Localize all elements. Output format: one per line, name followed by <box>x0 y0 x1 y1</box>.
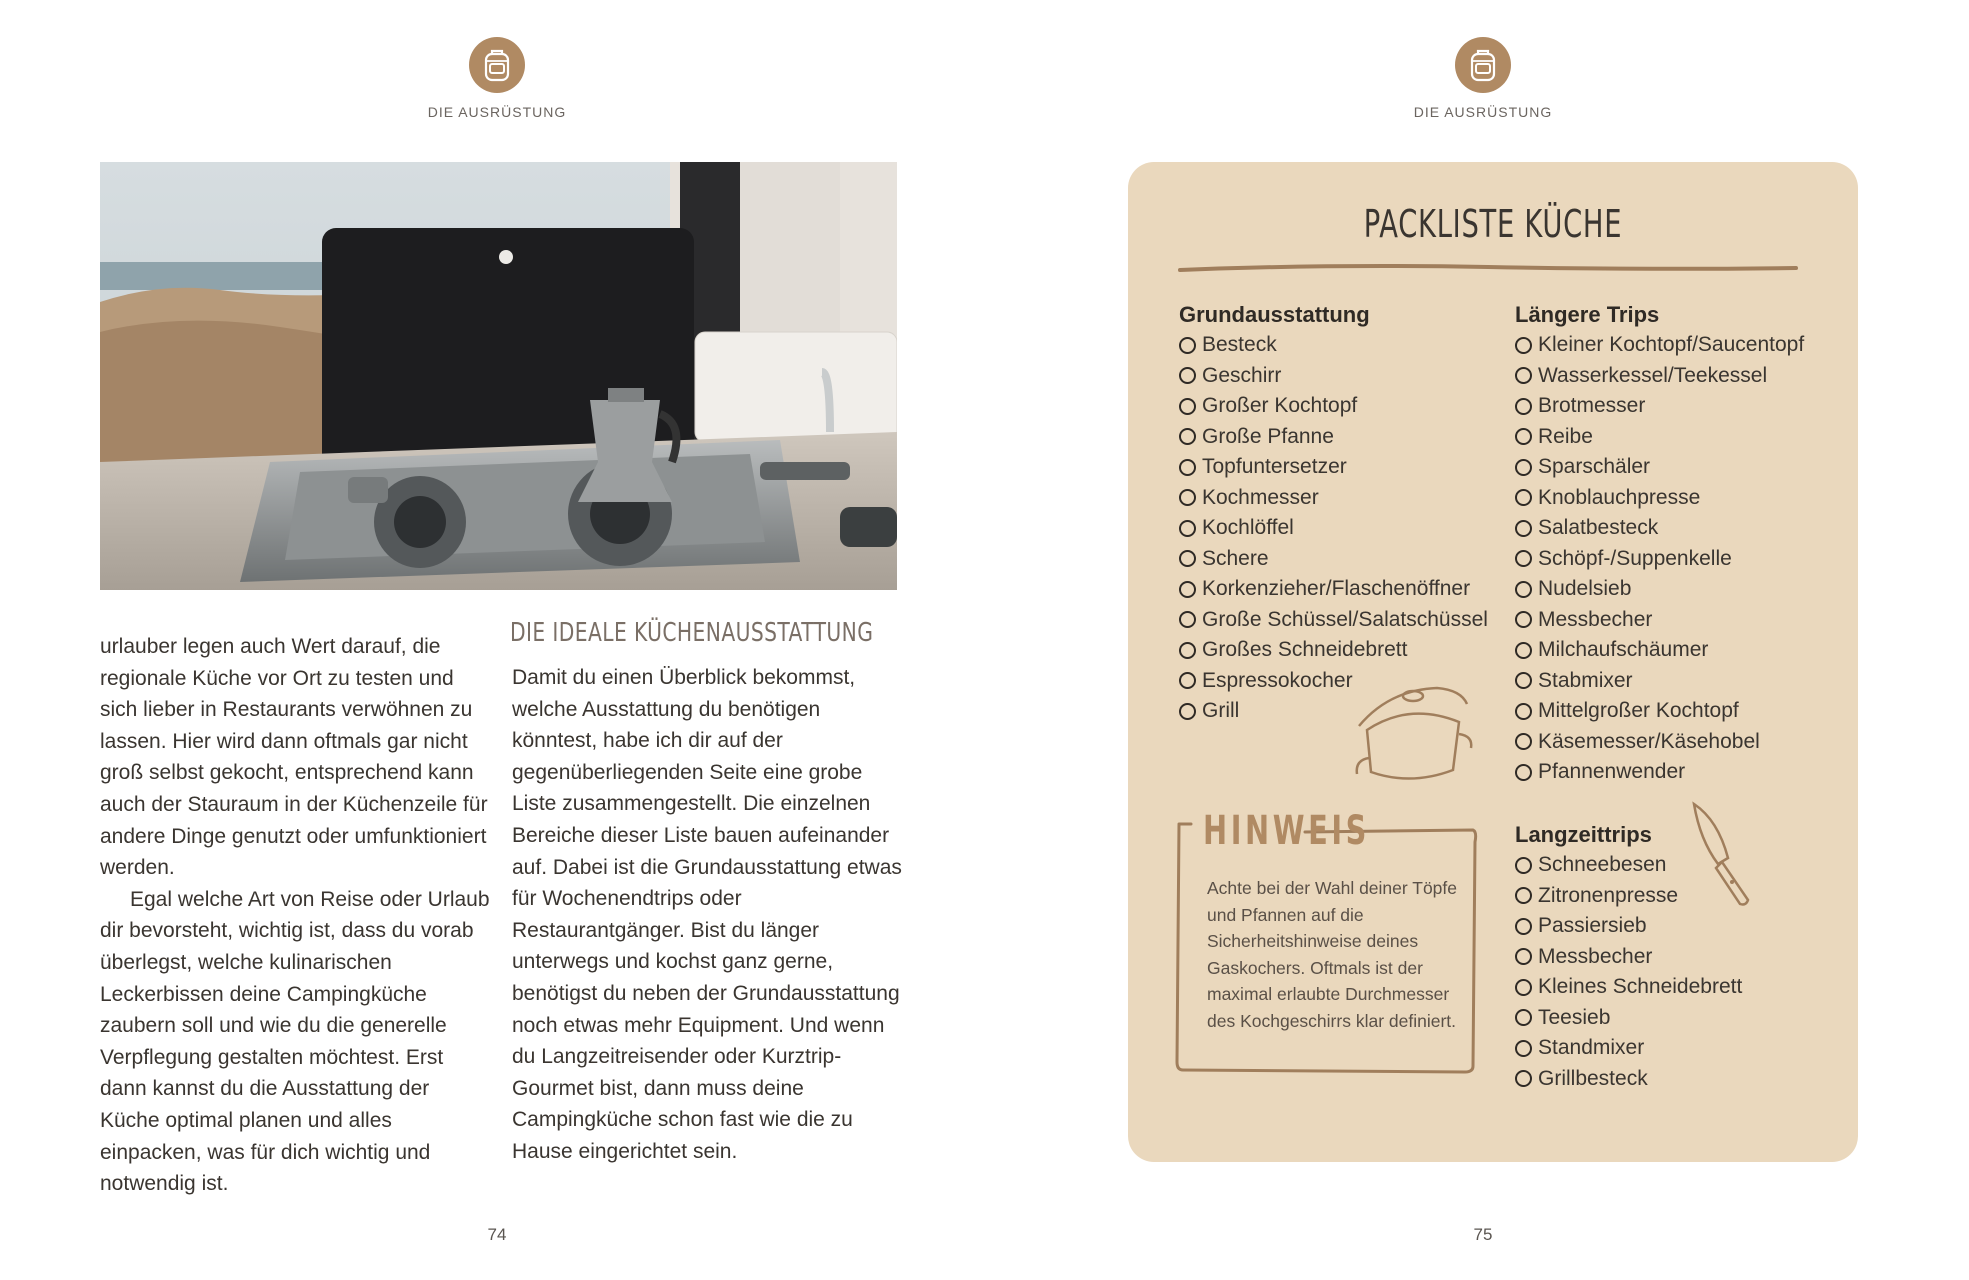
right-page <box>985 0 1969 1280</box>
checkbox-circle-icon <box>1515 918 1532 935</box>
checkbox-circle-icon <box>1515 611 1532 628</box>
checklist-item <box>1515 666 1804 697</box>
pot-icon <box>1349 682 1479 792</box>
checklist-item <box>1515 972 1742 1003</box>
checklist-item <box>1515 1064 1742 1095</box>
body-paragraph: urlauber legen auch Wert darauf, die regionale Küche vor Ort zu testen und sich lieber in Restaurants verwöhnen zu lassen. Hier wird dann oftmals gar nicht groß selbst gekocht, entsprechend kann auch der Stauraum in der Küchenzeile für andere Dinge genutzt oder umfunktioniert werden. <box>100 635 488 880</box>
checklist-item <box>1179 422 1488 453</box>
checklist-item-label: Grill <box>1202 699 1240 722</box>
checklist-item <box>1515 1033 1742 1064</box>
checkbox-circle-icon <box>1179 337 1196 354</box>
checkbox-circle-icon <box>1515 703 1532 720</box>
checklist-item-label: Großes Schneidebrett <box>1202 638 1408 661</box>
checklist <box>1515 330 1804 788</box>
section-label: DIE AUSRÜSTUNG <box>1413 104 1553 120</box>
checkbox-circle-icon <box>1515 733 1532 750</box>
checkbox-circle-icon <box>1179 611 1196 628</box>
checklist-item-label: Schöpf-/Suppenkelle <box>1538 546 1732 570</box>
checkbox-circle-icon <box>1515 550 1532 567</box>
checkbox-circle-icon <box>1515 1040 1532 1057</box>
list-heading: Längere Trips <box>1515 302 1660 327</box>
checklist-item-label: Schneebesen <box>1538 853 1667 876</box>
checkbox-circle-icon <box>1515 581 1532 598</box>
checkbox-circle-icon <box>1179 550 1196 567</box>
checklist-item <box>1179 330 1488 361</box>
checkbox-circle-icon <box>1515 398 1532 415</box>
checklist-item-label: Salatbesteck <box>1538 516 1659 539</box>
checklist <box>1179 330 1488 727</box>
checklist-item-label: Teesieb <box>1538 1005 1611 1029</box>
checkbox-circle-icon <box>1515 428 1532 445</box>
left-page <box>0 0 984 1280</box>
checklist-item <box>1515 452 1804 483</box>
checklist-item <box>1179 544 1488 575</box>
checklist-item <box>1515 911 1742 942</box>
checklist-item-label: Passiersieb <box>1538 914 1647 937</box>
checkbox-circle-icon <box>1179 459 1196 476</box>
page-number: 74 <box>487 1225 507 1244</box>
backpack-icon <box>1455 37 1511 93</box>
hinweis-text: Achte bei der Wahl deiner Töpfe und Pfannen auf die Sicherheitshinweise deines Gaskochers. Oftmals ist der maximal erlaubte Durchmesser des Kochgeschirrs klar definiert. <box>1207 878 1458 1031</box>
camper-stove-photo <box>100 162 897 590</box>
checklist-item-label: Messbecher <box>1538 944 1653 968</box>
checkbox-circle-icon <box>1179 428 1196 445</box>
checklist-item-label: Zitronenpresse <box>1538 883 1679 907</box>
title-underline <box>1178 262 1798 274</box>
checkbox-circle-icon <box>1515 948 1532 965</box>
checklist-item-label: Pfannenwender <box>1538 760 1686 783</box>
body-column-2 <box>512 662 902 1168</box>
checklist-item <box>1515 483 1804 514</box>
checkbox-circle-icon <box>1515 672 1532 689</box>
checkbox-circle-icon <box>1515 764 1532 781</box>
checkbox-circle-icon <box>1515 520 1532 537</box>
checklist-item <box>1515 513 1804 544</box>
packliste-card <box>1128 162 1858 1162</box>
checklist-item <box>1515 696 1804 727</box>
checklist-item-label: Wasserkessel/Teekessel <box>1538 363 1768 387</box>
checklist-item-label: Besteck <box>1202 333 1277 356</box>
checkbox-circle-icon <box>1179 398 1196 415</box>
checklist-item-label: Knoblauchpresse <box>1538 485 1701 509</box>
body-column-1 <box>100 631 490 1200</box>
checkbox-circle-icon <box>1515 642 1532 659</box>
checklist-item <box>1515 942 1742 973</box>
checklist-item-label: Kleiner Kochtopf/Saucentopf <box>1538 333 1805 356</box>
checkbox-circle-icon <box>1179 489 1196 506</box>
page-number: 75 <box>1473 1225 1493 1244</box>
checklist-item-label: Standmixer <box>1538 1036 1645 1059</box>
checklist-item-label: Mittelgroßer Kochtopf <box>1538 699 1739 722</box>
checkbox-circle-icon <box>1179 642 1196 659</box>
knife-icon <box>1688 800 1758 910</box>
checklist-item <box>1515 635 1804 666</box>
checklist-item-label: Stabmixer <box>1538 668 1633 692</box>
backpack-icon <box>469 37 525 93</box>
grundausstattung-list <box>1179 300 1488 727</box>
hinweis-title: HINWEIS <box>1203 808 1371 854</box>
checkbox-circle-icon <box>1179 672 1196 689</box>
checkbox-circle-icon <box>1515 857 1532 874</box>
checklist-item-label: Milchaufschäumer <box>1538 638 1709 661</box>
checkbox-circle-icon <box>1179 703 1196 720</box>
checkbox-circle-icon <box>1515 489 1532 506</box>
checklist-item <box>1179 635 1488 666</box>
checkbox-circle-icon <box>1515 979 1532 996</box>
checklist-item-label: Schere <box>1202 546 1269 570</box>
card-title: PACKLISTE KÜCHE <box>1363 202 1623 246</box>
checklist-item <box>1179 513 1488 544</box>
checklist-item-label: Grillbesteck <box>1538 1066 1648 1090</box>
checklist-item-label: Große Pfanne <box>1202 424 1334 448</box>
section-heading: DIE IDEALE KÜCHENAUSSTATTUNG <box>510 618 874 648</box>
checklist-item <box>1515 544 1804 575</box>
body-paragraph: Damit du einen Überblick bekommst, welche Ausstattung du benötigen könntest, habe ich dir auf der gegenüberliegenden Seite eine grobe Liste zusammengestellt. Die einzelnen Bereiche dieser Liste bauen aufeinander auf. Dabei ist die Grundausstattung etwas für Wochenendtrips oder Restaurantgänger. Bist du länger unterwegs und kochst ganz gerne, benötigst du neben der Grundausstattung noch etwas mehr Equipment. Und wenn du Langzeitreisender oder Kurztrip-Gourmet bist, dann muss deine Campingküche schon fast wie die zu Hause eingerichtet sein. <box>512 666 902 1163</box>
checkbox-circle-icon <box>1179 520 1196 537</box>
checkbox-circle-icon <box>1515 459 1532 476</box>
checkbox-circle-icon <box>1515 887 1532 904</box>
checklist-item <box>1179 452 1488 483</box>
checklist-item <box>1515 391 1804 422</box>
checkbox-circle-icon <box>1515 367 1532 384</box>
checklist-item-label: Sparschäler <box>1538 455 1651 478</box>
checklist-item <box>1179 361 1488 392</box>
checklist-item-label: Großer Kochtopf <box>1202 394 1358 417</box>
checklist-item <box>1515 757 1804 788</box>
checklist-item <box>1515 422 1804 453</box>
checklist-item <box>1515 574 1804 605</box>
checkbox-circle-icon <box>1179 581 1196 598</box>
checkbox-circle-icon <box>1515 1009 1532 1026</box>
checklist-item <box>1515 330 1804 361</box>
checklist-item-label: Große Schüssel/Salatschüssel <box>1202 607 1488 631</box>
checklist-item-label: Kochmesser <box>1202 485 1319 509</box>
checklist-item <box>1515 1003 1742 1034</box>
checklist-item-label: Brotmesser <box>1538 394 1646 417</box>
checkbox-circle-icon <box>1179 367 1196 384</box>
checklist-item <box>1515 605 1804 636</box>
checklist-item-label: Geschirr <box>1202 363 1282 387</box>
checklist-item-label: Espressokocher <box>1202 668 1353 692</box>
checklist-item-label: Kleines Schneidebrett <box>1538 975 1743 998</box>
checkbox-circle-icon <box>1515 337 1532 354</box>
checklist-item-label: Messbecher <box>1538 607 1653 631</box>
section-label: DIE AUSRÜSTUNG <box>427 104 567 120</box>
checklist-item-label: Topfuntersetzer <box>1202 455 1347 478</box>
checklist-item-label: Kochlöffel <box>1202 516 1294 539</box>
checkbox-circle-icon <box>1515 1070 1532 1087</box>
checklist-item-label: Korkenzieher/Flaschenöffner <box>1202 577 1471 600</box>
checklist-item <box>1515 361 1804 392</box>
laengere-trips-list <box>1515 300 1804 788</box>
checklist-item-label: Reibe <box>1538 424 1593 448</box>
list-heading: Grundausstattung <box>1179 302 1370 327</box>
checklist-item <box>1179 605 1488 636</box>
checklist-item <box>1179 483 1488 514</box>
body-paragraph: Egal welche Art von Reise oder Urlaub dir bevorsteht, wichtig ist, dass du vorab überlegst, welche kulinarischen Leckerbissen deine Campingküche zaubern soll und wie du die generelle Verpflegung gestalten möchtest. Erst dann kannst du die Ausstattung der Küche optimal planen und alles einpacken, was für dich wichtig und notwendig ist. <box>100 887 490 1196</box>
checklist-item-label: Nudelsieb <box>1538 577 1632 600</box>
list-heading: Langzeittrips <box>1515 822 1652 847</box>
checklist-item <box>1179 391 1488 422</box>
checklist-item <box>1515 727 1804 758</box>
checklist-item-label: Käsemesser/Käsehobel <box>1538 729 1760 753</box>
checklist-item <box>1179 574 1488 605</box>
